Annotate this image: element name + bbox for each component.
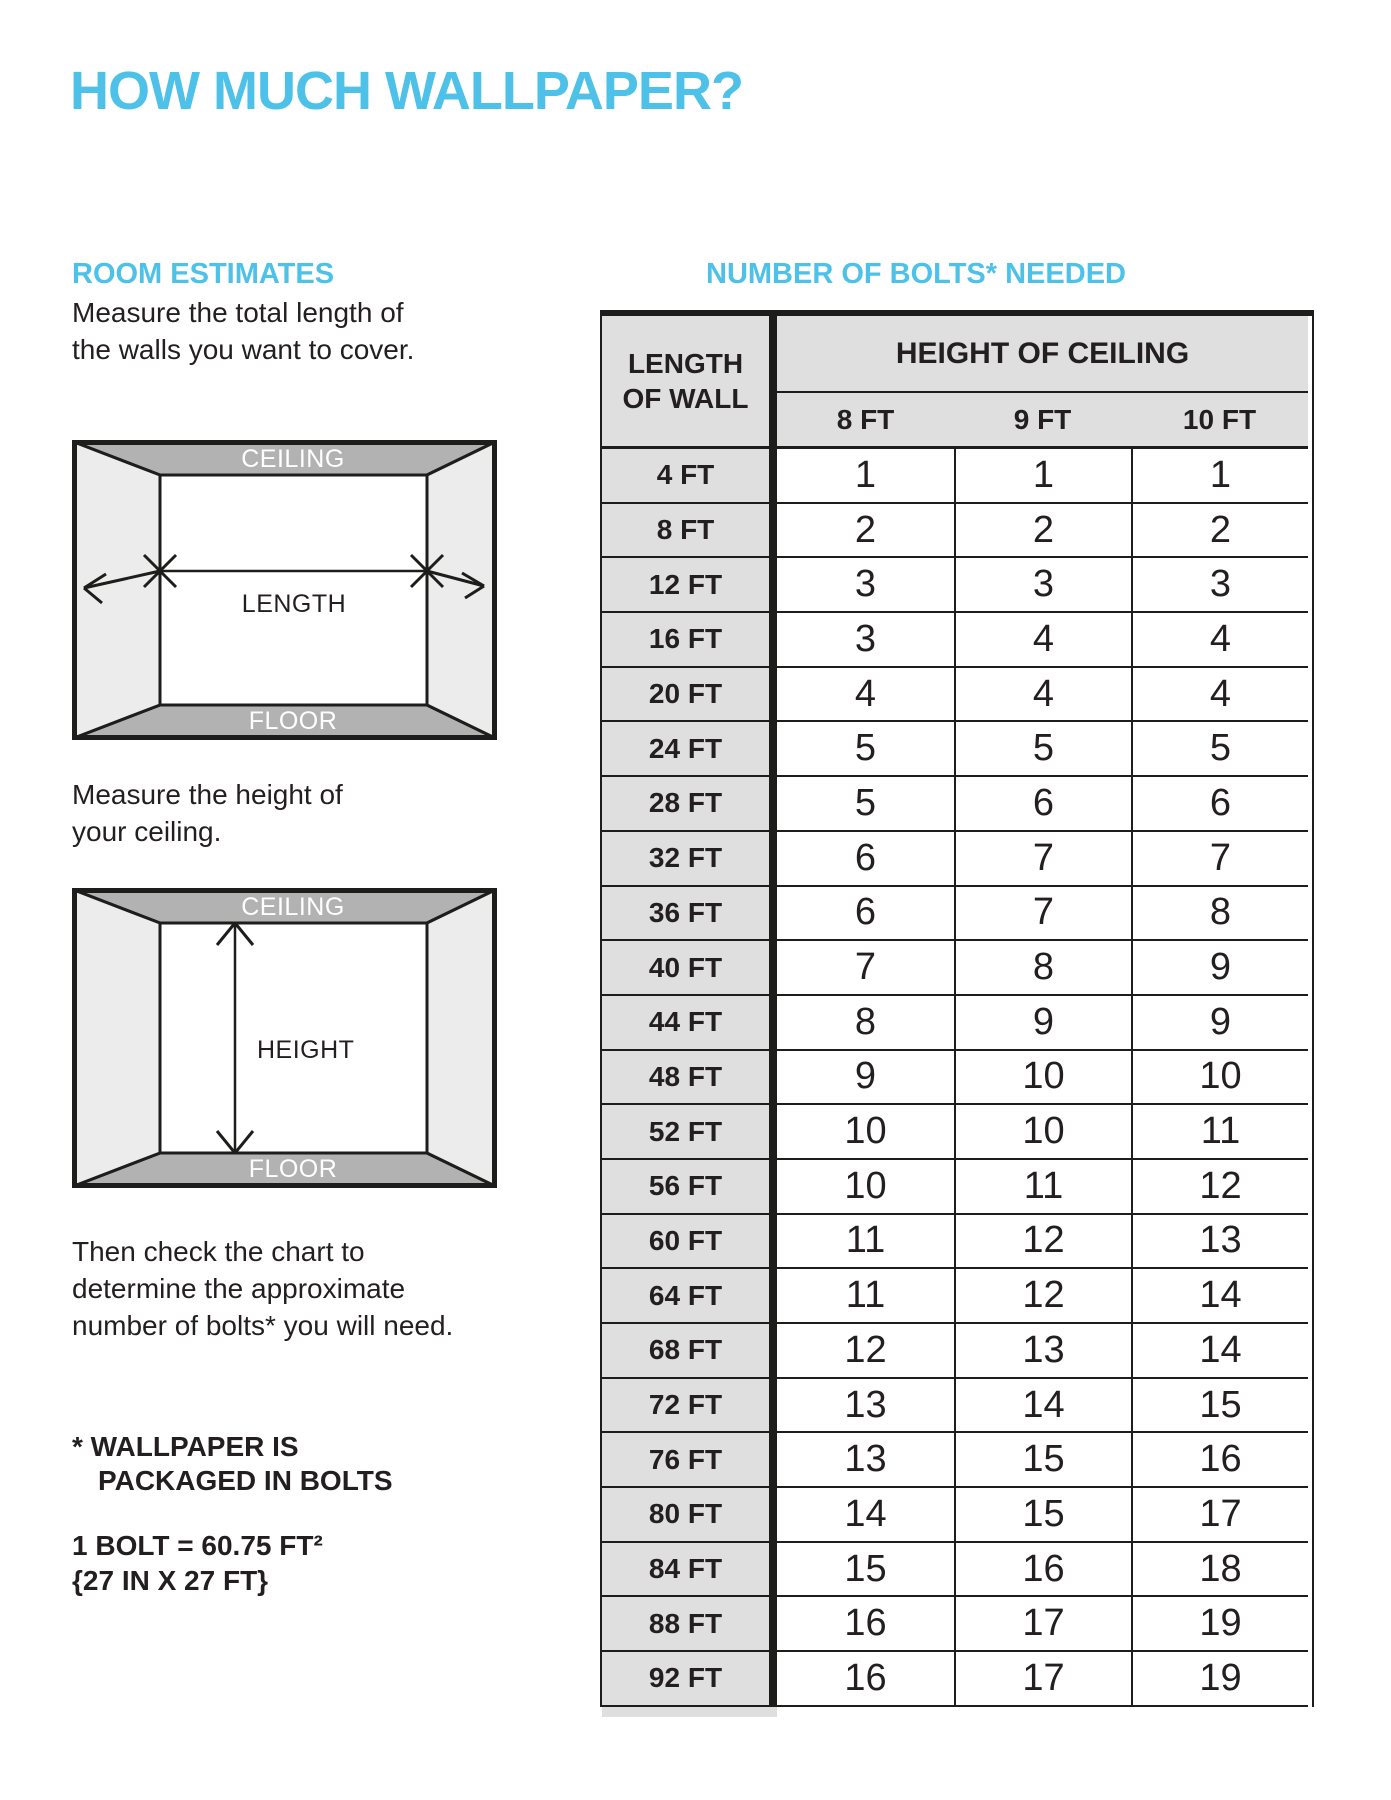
value-cell-8ft: 11 xyxy=(777,1269,954,1324)
ceiling-height-diagram xyxy=(72,888,497,1188)
row-label: 68 FT xyxy=(602,1324,777,1379)
value-cell-10ft: 2 xyxy=(1131,504,1308,559)
value-cell-9ft: 5 xyxy=(954,722,1131,777)
ceiling-label: CEILING xyxy=(241,893,345,921)
step3-line3: number of bolts* you will need. xyxy=(72,1310,454,1341)
row-label: 48 FT xyxy=(602,1051,777,1106)
row-label: 36 FT xyxy=(602,887,777,942)
row-label: 28 FT xyxy=(602,777,777,832)
row-label: 56 FT xyxy=(602,1160,777,1215)
value-cell-9ft: 7 xyxy=(954,832,1131,887)
value-cell-9ft: 14 xyxy=(954,1379,1131,1434)
bolt-size-note xyxy=(72,1528,323,1598)
row-label: 20 FT xyxy=(602,668,777,723)
row-label: 44 FT xyxy=(602,996,777,1051)
row-label: 40 FT xyxy=(602,941,777,996)
value-cell-10ft: 15 xyxy=(1131,1379,1308,1434)
row-label: 84 FT xyxy=(602,1543,777,1598)
step1-line1: Measure the total length of xyxy=(72,297,404,328)
room-estimates-heading: ROOM ESTIMATES xyxy=(72,258,335,290)
page-title: HOW MUCH WALLPAPER? xyxy=(70,61,743,121)
col-header-8ft: 8 FT xyxy=(777,393,954,449)
row-label: 12 FT xyxy=(602,558,777,613)
step3-line1: Then check the chart to xyxy=(72,1236,365,1267)
bolt-line1: 1 BOLT = 60.75 FT² xyxy=(72,1530,323,1561)
value-cell-10ft: 7 xyxy=(1131,832,1308,887)
value-cell-8ft: 13 xyxy=(777,1379,954,1434)
bolt-line2: {27 IN X 27 FT} xyxy=(72,1565,269,1596)
row-label: 80 FT xyxy=(602,1488,777,1543)
length-of-wall-line2: OF WALL xyxy=(622,383,749,414)
value-cell-8ft: 13 xyxy=(777,1433,954,1488)
table-bottom-stub xyxy=(602,1707,777,1717)
value-cell-9ft: 15 xyxy=(954,1433,1131,1488)
value-cell-9ft: 9 xyxy=(954,996,1131,1051)
value-cell-10ft: 5 xyxy=(1131,722,1308,777)
left-wall-face xyxy=(74,890,160,1186)
value-cell-10ft: 9 xyxy=(1131,941,1308,996)
value-cell-8ft: 2 xyxy=(777,504,954,559)
value-cell-9ft: 12 xyxy=(954,1215,1131,1270)
value-cell-8ft: 5 xyxy=(777,777,954,832)
value-cell-10ft: 3 xyxy=(1131,558,1308,613)
value-cell-10ft: 4 xyxy=(1131,668,1308,723)
value-cell-9ft: 4 xyxy=(954,668,1131,723)
length-of-wall-line1: LENGTH xyxy=(627,348,744,379)
value-cell-10ft: 8 xyxy=(1131,887,1308,942)
value-cell-10ft: 14 xyxy=(1131,1269,1308,1324)
row-label: 8 FT xyxy=(602,504,777,559)
value-cell-10ft: 16 xyxy=(1131,1433,1308,1488)
value-cell-10ft: 19 xyxy=(1131,1597,1308,1652)
step3-line2: determine the approximate xyxy=(72,1273,406,1304)
value-cell-10ft: 12 xyxy=(1131,1160,1308,1215)
floor-label: FLOOR xyxy=(248,1155,338,1183)
length-of-wall-header xyxy=(602,316,777,449)
footnote-line2: PACKAGED IN BOLTS xyxy=(98,1465,393,1496)
value-cell-9ft: 16 xyxy=(954,1543,1131,1598)
row-label: 4 FT xyxy=(602,449,777,504)
length-label: LENGTH xyxy=(241,590,347,618)
value-cell-10ft: 1 xyxy=(1131,449,1308,504)
value-cell-8ft: 9 xyxy=(777,1051,954,1106)
value-cell-8ft: 11 xyxy=(777,1215,954,1270)
row-label: 88 FT xyxy=(602,1597,777,1652)
value-cell-9ft: 11 xyxy=(954,1160,1131,1215)
row-label: 76 FT xyxy=(602,1433,777,1488)
value-cell-9ft: 2 xyxy=(954,504,1131,559)
row-label: 16 FT xyxy=(602,613,777,668)
bolts-table xyxy=(600,310,1314,1707)
col-header-9ft: 9 FT xyxy=(954,393,1131,449)
value-cell-8ft: 3 xyxy=(777,613,954,668)
height-label: HEIGHT xyxy=(257,1036,355,1064)
value-cell-10ft: 19 xyxy=(1131,1652,1308,1707)
room-length-diagram xyxy=(72,440,497,740)
value-cell-9ft: 3 xyxy=(954,558,1131,613)
footnote-line1: * WALLPAPER IS xyxy=(72,1431,299,1462)
row-label: 32 FT xyxy=(602,832,777,887)
value-cell-10ft: 13 xyxy=(1131,1215,1308,1270)
value-cell-8ft: 16 xyxy=(777,1597,954,1652)
value-cell-10ft: 9 xyxy=(1131,996,1308,1051)
step2-text xyxy=(72,776,343,850)
value-cell-8ft: 7 xyxy=(777,941,954,996)
value-cell-9ft: 6 xyxy=(954,777,1131,832)
bolts-needed-heading: NUMBER OF BOLTS* NEEDED xyxy=(706,258,1126,290)
row-label: 92 FT xyxy=(602,1652,777,1707)
value-cell-9ft: 10 xyxy=(954,1051,1131,1106)
value-cell-9ft: 15 xyxy=(954,1488,1131,1543)
value-cell-9ft: 12 xyxy=(954,1269,1131,1324)
step3-text xyxy=(72,1233,453,1344)
value-cell-9ft: 17 xyxy=(954,1652,1131,1707)
col-header-10ft: 10 FT xyxy=(1131,393,1308,449)
ceiling-label: CEILING xyxy=(241,445,345,473)
value-cell-10ft: 14 xyxy=(1131,1324,1308,1379)
value-cell-10ft: 6 xyxy=(1131,777,1308,832)
height-of-ceiling-header: HEIGHT OF CEILING xyxy=(777,316,1308,393)
row-label: 24 FT xyxy=(602,722,777,777)
value-cell-8ft: 6 xyxy=(777,832,954,887)
wallpaper-footnote xyxy=(72,1430,393,1498)
step2-line2: your ceiling. xyxy=(72,816,222,847)
value-cell-9ft: 4 xyxy=(954,613,1131,668)
value-cell-8ft: 5 xyxy=(777,722,954,777)
row-label: 72 FT xyxy=(602,1379,777,1434)
value-cell-8ft: 14 xyxy=(777,1488,954,1543)
step1-text xyxy=(72,294,414,368)
value-cell-8ft: 12 xyxy=(777,1324,954,1379)
value-cell-8ft: 4 xyxy=(777,668,954,723)
value-cell-9ft: 17 xyxy=(954,1597,1131,1652)
value-cell-8ft: 1 xyxy=(777,449,954,504)
step2-line1: Measure the height of xyxy=(72,779,343,810)
value-cell-8ft: 10 xyxy=(777,1105,954,1160)
value-cell-9ft: 7 xyxy=(954,887,1131,942)
row-label: 52 FT xyxy=(602,1105,777,1160)
value-cell-8ft: 15 xyxy=(777,1543,954,1598)
step1-line2: the walls you want to cover. xyxy=(72,334,415,365)
row-label: 60 FT xyxy=(602,1215,777,1270)
row-label: 64 FT xyxy=(602,1269,777,1324)
value-cell-8ft: 3 xyxy=(777,558,954,613)
value-cell-9ft: 8 xyxy=(954,941,1131,996)
value-cell-10ft: 17 xyxy=(1131,1488,1308,1543)
value-cell-9ft: 10 xyxy=(954,1105,1131,1160)
right-wall-face xyxy=(427,890,495,1186)
value-cell-8ft: 10 xyxy=(777,1160,954,1215)
value-cell-8ft: 16 xyxy=(777,1652,954,1707)
value-cell-10ft: 18 xyxy=(1131,1543,1308,1598)
value-cell-9ft: 13 xyxy=(954,1324,1131,1379)
value-cell-8ft: 6 xyxy=(777,887,954,942)
value-cell-10ft: 11 xyxy=(1131,1105,1308,1160)
value-cell-10ft: 10 xyxy=(1131,1051,1308,1106)
value-cell-9ft: 1 xyxy=(954,449,1131,504)
value-cell-10ft: 4 xyxy=(1131,613,1308,668)
value-cell-8ft: 8 xyxy=(777,996,954,1051)
floor-label: FLOOR xyxy=(248,707,338,735)
right-wall-face xyxy=(427,442,495,738)
